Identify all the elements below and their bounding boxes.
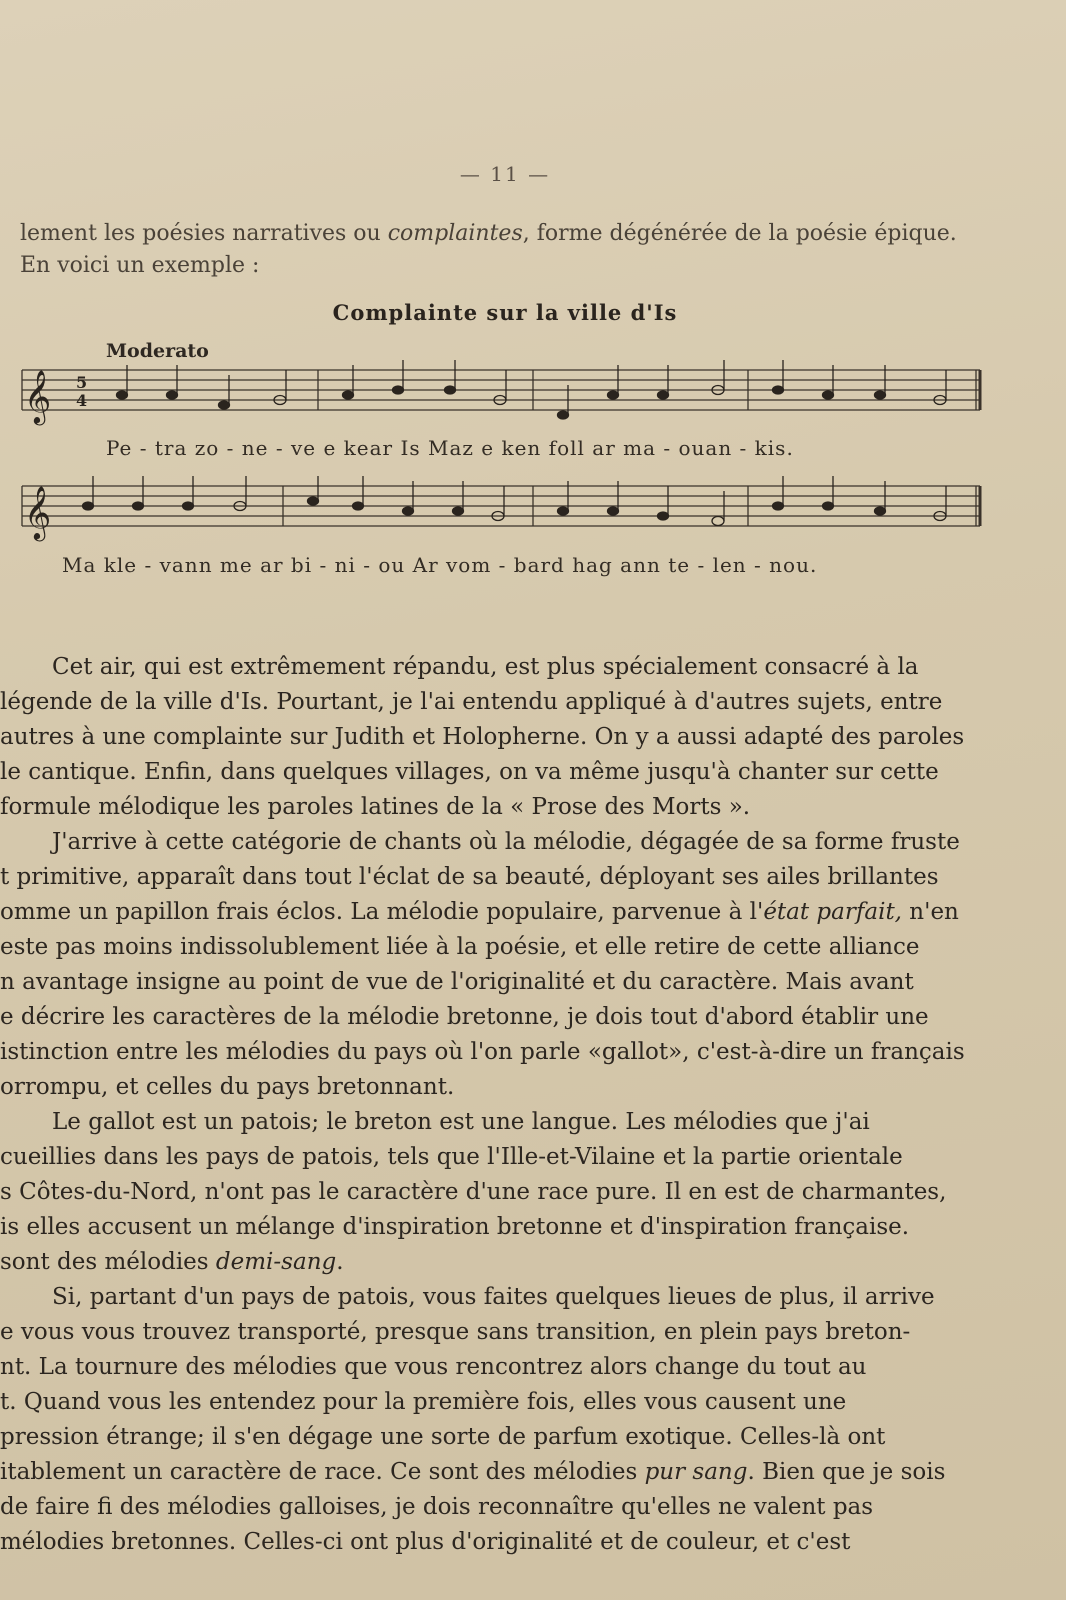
text-line: n avantage insigne au point de vue de l'originalité et du caractère. Mais avant [0,969,914,995]
text-line: omme un papillon frais éclos. La mélodie populaire, parvenue à l'état parfait, n'en [0,899,959,925]
text-line: istinction entre les mélodies du pays où l'on parle «gallot», c'est-à-dire un français [0,1039,965,1065]
intro-text [20,218,1010,282]
page-number: — 11 — [459,162,551,186]
text-line: Si, partant d'un pays de patois, vous faites quelques lieues de plus, il arrive [52,1284,935,1310]
lyrics-line-1: Pe - tra zo - ne - ve e kear Is Maz e ken foll ar ma - ouan - kis. [106,436,794,460]
tempo-marking: Moderato [106,340,209,362]
intro-line-1: lement les poésies narratives ou complaintes, forme dégénérée de la poésie épique. [20,221,957,246]
text-line: mélodies bretonnes. Celles-ci ont plus d'originalité et de couleur, et c'est [0,1529,851,1555]
svg-text:𝄞: 𝄞 [24,369,52,423]
svg-text:𝄞: 𝄞 [24,485,52,539]
text-line: légende de la ville d'Is. Pourtant, je l'ai entendu appliqué à d'autres sujets, entre [0,689,943,715]
text-line: este pas moins indissolublement liée à la poésie, et elle retire de cette alliance [0,934,920,960]
svg-text:5: 5 [76,373,88,392]
text-line: e vous vous trouvez transporté, presque sans transition, en plein pays breton- [0,1319,911,1345]
text-line: e décrire les caractères de la mélodie bretonne, je dois tout d'abord établir une [0,1004,929,1030]
text-line: formule mélodique les paroles latines de la « Prose des Morts ». [0,794,751,820]
text-line: pression étrange; il s'en dégage une sorte de parfum exotique. Celles-là ont [0,1424,886,1450]
text-line: is elles accusent un mélange d'inspiration bretonne et d'inspiration française. [0,1214,910,1240]
music-staff-1 [18,360,988,430]
text-line: itablement un caractère de race. Ce sont des mélodies pur sang. Bien que je sois [0,1459,946,1485]
text-line: Cet air, qui est extrêmement répandu, est plus spécialement consacré à la [52,654,919,680]
body-text [0,650,1016,1560]
text-line: nt. La tournure des mélodies que vous rencontrez alors change du tout au [0,1354,867,1380]
text-line: le cantique. Enfin, dans quelques villages, on va même jusqu'à chanter sur cette [0,759,939,785]
text-line: orrompu, et celles du pays bretonnant. [0,1074,455,1100]
text-line: J'arrive à cette catégorie de chants où la mélodie, dégagée de sa forme fruste [52,829,960,855]
music-staff-2 [18,476,988,546]
text-line: Le gallot est un patois; le breton est une langue. Les mélodies que j'ai [52,1109,870,1135]
text-line: autres à une complainte sur Judith et Holopherne. On y a aussi adapté des paroles [0,724,965,750]
score-title: Complainte sur la ville d'Is [332,300,678,325]
text-line: t. Quand vous les entendez pour la première fois, elles vous causent une [0,1389,847,1415]
text-line: sont des mélodies demi-sang. [0,1249,344,1275]
svg-text:4: 4 [76,391,88,410]
text-line: t primitive, apparaît dans tout l'éclat de sa beauté, déployant ses ailes brillantes [0,864,939,890]
text-line: cueillies dans les pays de patois, tels que l'Ille-et-Vilaine et la partie orientale [0,1144,903,1170]
text-line: de faire fi des mélodies galloises, je dois reconnaître qu'elles ne valent pas [0,1494,874,1520]
intro-line-2: En voici un exemple : [20,253,260,278]
text-line: s Côtes-du-Nord, n'ont pas le caractère d'une race pure. Il en est de charmantes, [0,1179,947,1205]
lyrics-line-2: Ma kle - vann me ar bi - ni - ou Ar vom - bard hag ann te - len - nou. [62,553,818,577]
